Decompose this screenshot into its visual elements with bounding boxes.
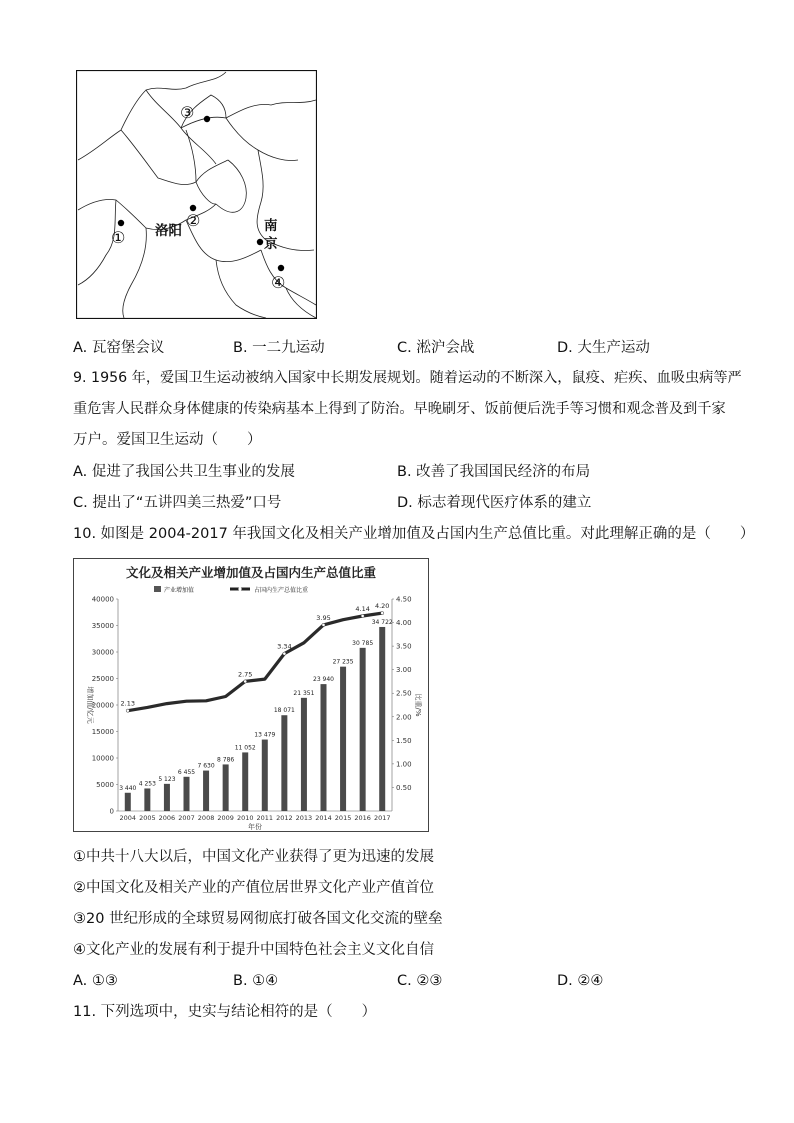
- q9-option-b: B. 改善了我国国民经济的布局: [397, 464, 591, 480]
- y-tick-label: 0: [109, 807, 114, 816]
- x-tick-label-2014: 2014: [315, 814, 332, 822]
- point-3-dot: [204, 116, 210, 122]
- x-tick-label-2011: 2011: [256, 814, 274, 822]
- line-label-2010: 2.75: [237, 670, 253, 679]
- bar-2015: [340, 667, 346, 811]
- nanjing-dot: [257, 239, 263, 245]
- q10-stem: 10. 如图是 2004-2017 年我国文化及相关产业增加值及占国内生产总值比重。对此理解正确的是（ ）: [73, 526, 755, 542]
- y2-tick-label: 1.50: [396, 736, 412, 745]
- x-tick-label-2006: 2006: [158, 814, 176, 822]
- x-tick-label-2004: 2004: [119, 814, 137, 822]
- point-1-dot: [118, 220, 124, 226]
- line-label-2014: 3.95: [316, 613, 331, 622]
- chart-title: 文化及相关产业增加值及占国内生产总值比重: [125, 565, 377, 580]
- q8-option-c: C. 淞沪会战: [397, 340, 475, 356]
- bar-label-2017: 34 722: [371, 618, 393, 626]
- bar-2010: [242, 752, 248, 811]
- bar-2014: [321, 684, 327, 811]
- bar-2017: [379, 627, 385, 811]
- bar-label-2013: 21 351: [293, 689, 315, 697]
- y-axis-title: 增加值/亿元: [86, 686, 94, 724]
- q10-option-a: A. ①③: [73, 973, 118, 989]
- legend-bar-swatch: [154, 586, 161, 592]
- q8-option-b: B. 一二九运动: [233, 340, 325, 356]
- y-tick-label: 30000: [91, 648, 114, 657]
- q9-stem-line-1: 9. 1956 年，爱国卫生运动被纳入国家中长期发展规划。随着运动的不断深入，鼠疫、疟疾、血吸虫病等严: [73, 370, 742, 386]
- y-tick-label: 5000: [96, 781, 114, 789]
- q9-option-a: A. 促进了我国公共卫生事业的发展: [73, 464, 295, 480]
- q9-stem-line-3: 万户。爱国卫生运动（ ）: [73, 432, 262, 448]
- legend-line-marker: [238, 587, 241, 590]
- bar-2008: [203, 771, 209, 811]
- x-axis-title: 年份: [248, 823, 262, 831]
- bar-label-2010: 11 052: [234, 744, 256, 752]
- q10-statement-4: ④文化产业的发展有利于提升中国特色社会主义文化自信: [73, 942, 434, 958]
- y2-tick-label: 4.50: [396, 595, 412, 604]
- line-point-2017: [381, 612, 384, 615]
- bar-2009: [223, 764, 229, 811]
- point-4-dot: [278, 265, 284, 271]
- y-tick-label: 40000: [91, 595, 114, 604]
- bar-label-2006: 5 123: [158, 775, 176, 783]
- x-tick-label-2005: 2005: [139, 814, 156, 822]
- q10-option-c: C. ②③: [397, 973, 443, 989]
- bar-2013: [301, 698, 307, 811]
- bar-2004: [125, 793, 131, 811]
- q8-option-d: D. 大生产运动: [557, 340, 650, 356]
- q10-statement-3: ③20 世纪形成的全球贸易网彻底打破各国文化交流的壁垒: [73, 911, 443, 927]
- line-label-2004: 2.13: [120, 699, 136, 708]
- map-label-nanjing-2: 京: [264, 236, 278, 252]
- line-point-2004: [126, 709, 129, 712]
- x-tick-label-2016: 2016: [354, 814, 371, 822]
- line-label-2017: 4.20: [374, 602, 390, 611]
- bar-2012: [281, 715, 287, 811]
- y2-tick-label: 2.00: [396, 713, 412, 722]
- map-label-2: ②: [186, 211, 201, 230]
- bar-2011: [262, 740, 268, 811]
- industry-chart: [73, 558, 429, 832]
- bar-label-2011: 13 479: [254, 731, 276, 739]
- map-label-1: ①: [111, 228, 126, 247]
- y2-tick-label: 1.00: [396, 760, 412, 769]
- bar-label-2007: 6 455: [177, 768, 196, 776]
- legend-line-label: 占国内生产总值比重: [254, 587, 309, 594]
- q10-option-d: D. ②④: [557, 973, 604, 989]
- chart-svg: [74, 559, 428, 831]
- q10-statement-1: ①中共十八大以后，中国文化产业获得了更为迅速的发展: [73, 849, 434, 865]
- y2-tick-label: 2.50: [396, 689, 412, 698]
- bar-label-2015: 27 235: [332, 658, 354, 666]
- x-tick-label-2009: 2009: [217, 814, 234, 822]
- q8-option-a: A. 瓦窑堡会议: [73, 340, 165, 356]
- legend-bar-label: 产业增加值: [164, 587, 195, 594]
- y-tick-label: 25000: [91, 675, 114, 683]
- line-point-2014: [322, 623, 325, 626]
- q9-stem-line-2: 重危害人民群众身体健康的传染病基本上得到了防治。早晚刷牙、饭前便后洗手等习惯和观念普及到千家: [73, 401, 726, 417]
- line-point-2010: [244, 680, 247, 683]
- bar-label-2004: 3 440: [119, 784, 137, 792]
- line-point-2016: [361, 614, 364, 617]
- x-tick-label-2007: 2007: [178, 814, 195, 822]
- q11-stem: 11. 下列选项中，史实与结论相符的是（ ）: [73, 1004, 377, 1020]
- bar-label-2005: 4 253: [138, 780, 156, 788]
- x-tick-label-2010: 2010: [236, 814, 254, 822]
- bar-label-2012: 18 071: [273, 707, 295, 715]
- y-tick-label: 20000: [91, 701, 114, 710]
- bar-label-2008: 7 630: [197, 762, 215, 770]
- line-label-2012: 3.34: [277, 642, 292, 651]
- y2-tick-label: 0.50: [396, 783, 412, 792]
- y-tick-label: 15000: [91, 728, 114, 736]
- bar-2016: [360, 648, 366, 811]
- y2-tick-label: 4.00: [396, 619, 412, 628]
- x-tick-label-2012: 2012: [276, 814, 293, 822]
- y-tick-label: 10000: [91, 754, 114, 763]
- bar-2005: [144, 788, 150, 811]
- q10-option-b: B. ①④: [233, 973, 279, 989]
- x-tick-label-2017: 2017: [373, 814, 391, 822]
- y2-axis-title: 比重/%: [414, 693, 422, 717]
- line-point-2012: [283, 652, 286, 655]
- x-tick-label-2013: 2013: [295, 814, 313, 822]
- y-tick-label: 35000: [91, 622, 114, 630]
- map-label-3: ③: [180, 103, 195, 122]
- y2-tick-label: 3.00: [396, 666, 412, 675]
- map-label-luoyang: 洛阳: [155, 223, 182, 239]
- bar-label-2009: 8 786: [217, 756, 235, 764]
- line-label-2016: 4.14: [355, 604, 370, 613]
- bar-2006: [164, 784, 170, 811]
- map-label-nanjing-1: 南: [264, 218, 278, 234]
- map-label-4: ④: [271, 273, 286, 292]
- q9-option-c: C. 提出了“五讲四美三热爱”口号: [73, 495, 282, 511]
- bar-2007: [184, 777, 190, 811]
- y2-tick-label: 3.50: [396, 642, 412, 651]
- bar-label-2014: 23 940: [313, 676, 334, 684]
- q9-option-d: D. 标志着现代医疗体系的建立: [397, 495, 592, 511]
- x-tick-label-2008: 2008: [197, 814, 215, 822]
- bar-label-2016: 30 785: [352, 639, 374, 647]
- x-tick-label-2015: 2015: [334, 814, 352, 822]
- q10-statement-2: ②中国文化及相关产业的产值位居世界文化产业产值首位: [73, 880, 434, 896]
